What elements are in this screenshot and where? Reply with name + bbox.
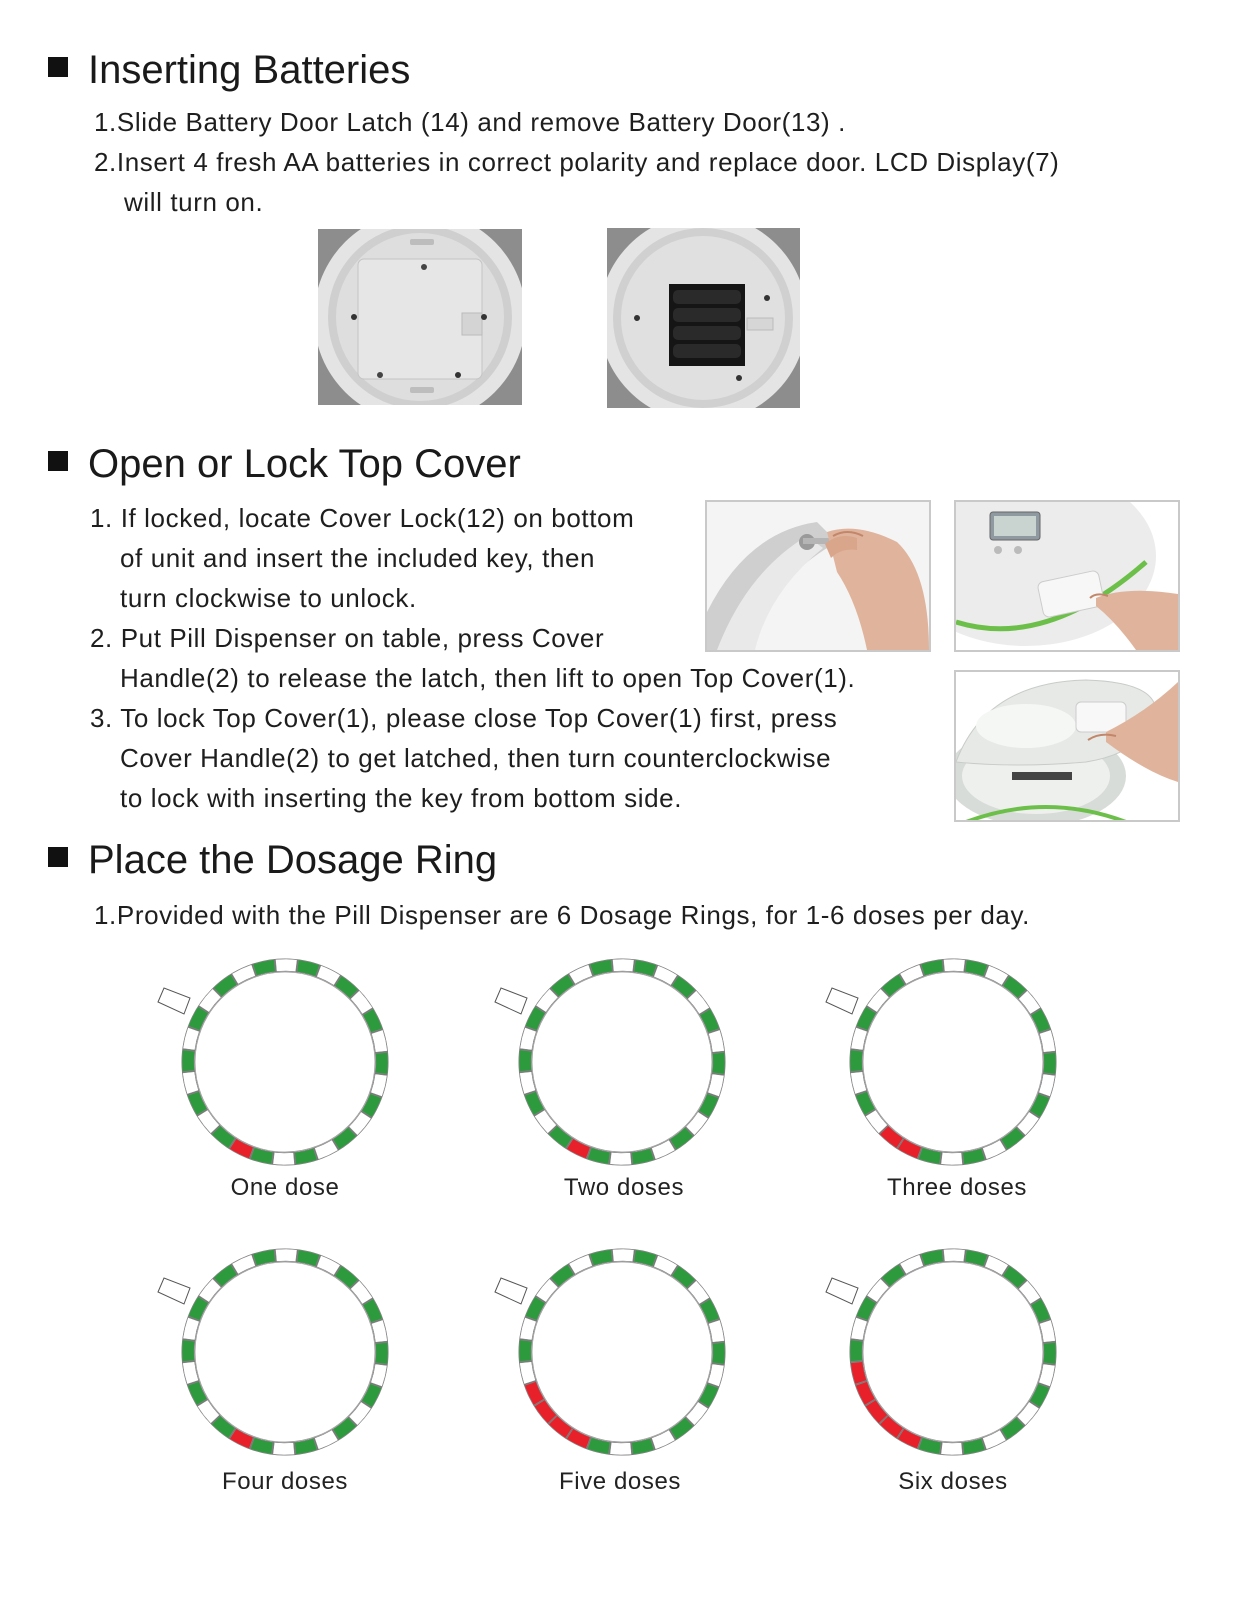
battery-compartment-open-photo: [607, 228, 800, 408]
cover-step-1-cont: of unit and insert the included key, then: [120, 543, 596, 573]
ring-segment: [182, 1050, 195, 1072]
ring-segment: [850, 1050, 863, 1072]
lift-cover-photo: [954, 670, 1180, 822]
ring-segment: [610, 1152, 632, 1165]
ring-segment: [712, 1342, 725, 1364]
ring-segment: [943, 1249, 965, 1262]
battery-step-2: 2.Insert 4 fresh AA batteries in correct polarity and replace door. LCD Display(7): [94, 147, 1060, 177]
ring-inner: [532, 972, 712, 1152]
dosage-ring-6: [818, 1240, 1068, 1465]
bullet-square-icon: [48, 847, 68, 867]
cover-step-3-cont: Cover Handle(2) to get latched, then turn counterclockwise: [120, 743, 832, 773]
bullet-square-icon: [48, 451, 68, 471]
ring-tab: [158, 988, 190, 1014]
ring-label-6: Six doses: [898, 1468, 1008, 1495]
ring-segment: [275, 959, 297, 972]
ring-inner: [532, 1262, 712, 1442]
ring-segment: [712, 1052, 725, 1074]
ring-tab: [826, 988, 858, 1014]
ring-inner: [195, 1262, 375, 1442]
dosage-ring-5: [487, 1240, 737, 1465]
ring-segment: [943, 959, 965, 972]
cover-step-3: 3. To lock Top Cover(1), please close Top Cover(1) first, press: [90, 703, 838, 733]
ring-segment: [519, 1050, 532, 1072]
cover-step-2: 2. Put Pill Dispenser on table, press Cover: [90, 623, 605, 653]
cover-step-1: 1. If locked, locate Cover Lock(12) on bottom: [90, 503, 635, 533]
ring-inner: [195, 972, 375, 1152]
dosage-ring-3: [818, 950, 1068, 1175]
ring-label-3: Three doses: [886, 1174, 1027, 1201]
dosage-ring-1: [150, 950, 400, 1175]
section-title-dosage: Place the Dosage Ring: [48, 836, 497, 884]
ring-segment: [612, 1249, 634, 1262]
battery-step-1: 1.Slide Battery Door Latch (14) and remove Battery Door(13) .: [94, 107, 846, 137]
ring-segment: [941, 1152, 963, 1165]
ring-tab: [495, 988, 527, 1014]
ring-segment: [273, 1152, 295, 1165]
dosage-step-1: 1.Provided with the Pill Dispenser are 6 Dosage Rings, for 1-6 doses per day.: [94, 900, 1030, 930]
ring-segment: [275, 1249, 297, 1262]
ring-segment: [273, 1442, 295, 1455]
ring-segment: [519, 1340, 532, 1362]
ring-inner: [863, 1262, 1043, 1442]
ring-label-4: Four doses: [221, 1468, 349, 1495]
battery-door-closed-photo: [318, 229, 522, 405]
ring-segment: [1043, 1342, 1056, 1364]
ring-label-2: Two doses: [563, 1174, 685, 1201]
ring-segment: [1043, 1052, 1056, 1074]
battery-step-2-cont: will turn on.: [124, 187, 264, 217]
ring-tab: [495, 1278, 527, 1304]
key-insert-photo: [705, 500, 931, 652]
cover-step-3-cont: to lock with inserting the key from bottom side.: [120, 783, 683, 813]
cover-step-1-cont: turn clockwise to unlock.: [120, 583, 417, 613]
section-title-batteries: Inserting Batteries: [48, 46, 410, 94]
dosage-ring-4: [150, 1240, 400, 1465]
ring-segment: [850, 1340, 863, 1362]
ring-segment: [375, 1342, 388, 1364]
ring-tab: [826, 1278, 858, 1304]
ring-segment: [941, 1442, 963, 1455]
dosage-ring-2: [487, 950, 737, 1175]
ring-label-1: One dose: [230, 1174, 340, 1201]
cover-step-2-cont: Handle(2) to release the latch, then lift to open Top Cover(1).: [120, 663, 856, 693]
ring-segment: [610, 1442, 632, 1455]
ring-label-5: Five doses: [558, 1468, 682, 1495]
press-handle-photo: [954, 500, 1180, 652]
ring-segment: [612, 959, 634, 972]
ring-segment: [182, 1340, 195, 1362]
ring-inner: [863, 972, 1043, 1152]
bullet-square-icon: [48, 57, 68, 77]
section-title-cover: Open or Lock Top Cover: [48, 440, 521, 488]
ring-segment: [375, 1052, 388, 1074]
ring-tab: [158, 1278, 190, 1304]
